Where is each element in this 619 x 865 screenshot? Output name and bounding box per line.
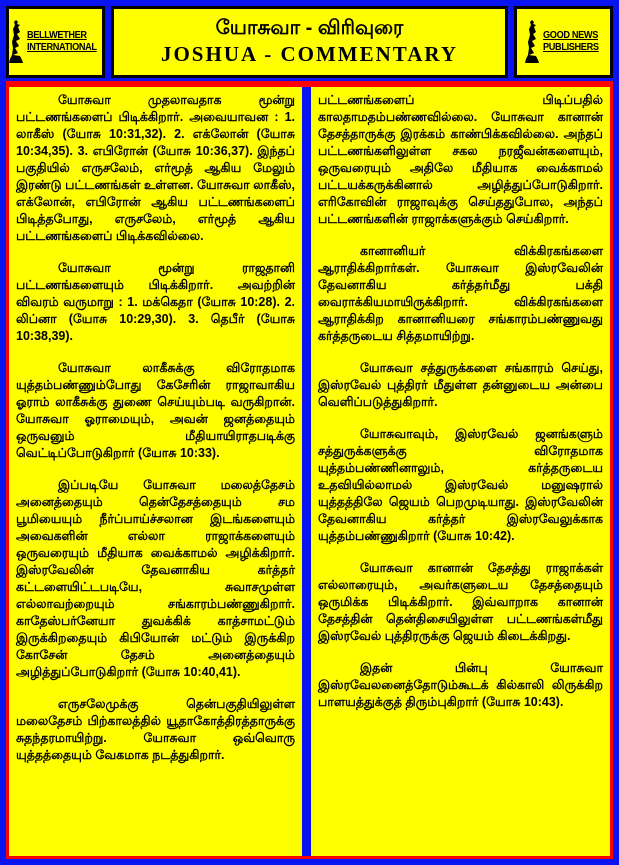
page-title-english: JOSHUA - COMMENTARY: [160, 42, 459, 67]
column-divider: [302, 87, 311, 856]
page-title-tamil: யோசுவா - விரிவுரை: [215, 17, 404, 40]
statue-icon: [524, 20, 540, 64]
paragraph: இப்படியே யோசுவா மலைத்தேசம் அனைத்தையும் தென்தேசத்தையும் சம பூமியையும் நீர்ப்பாய்ச்சலான இடங்களையும் அவைகளின் எல்லா ராஜாக்களையும் ஒருவரையும் மீதியாக வைக்காமல் அழிக்கிறார். இஸ்ரவேலின் தேவனாகிய கர்த்தர் கட்டளையிட்டபடியே, சுவாசமுள்ள எல்லாவற்றையும் சங்காரம்பண்ணுகிறார். காதேஸ்பர்னேயா துவக்கிக் காத்சாமட்டும் இருக்கிறதையும் கிபியோன் மட்டும் இருக்கிற கோசேன் தேசம் அனைத்தையும் அழித்துப்போடுகிறார் (யோசு 10:40,41).: [16, 478, 295, 679]
paragraph: பட்டணங்களைப் பிடிப்பதில் காலதாமதம்பண்ணவில்லை. யோசுவா கானான் தேசத்தாருக்கு இரக்கம் காண்பிக்கவில்லை. அந்தப் பட்டணங்களிலுள்ள சகல நரஜீவன்களையும், ஒருவரையும் அதிலே மீதியாக வைக்காமல் பட்டயக்கருக்கினால் அழித்துப்போடுகிறார். எரிகோவின் ராஜாவுக்கு செய்ததுபோல, அந்தப் பட்டணங்களின் ராஜாக்களுக்கும் செய்கிறார்.: [318, 93, 603, 226]
logo-text: [27, 30, 103, 55]
good-news-publishers-logo: [514, 6, 613, 78]
paragraph: யோசுவாவும், இஸ்ரவேல் ஜனங்களும் சத்துருக்களுக்கு விரோதமாக யுத்தம்பண்ணினாலும், கர்த்தருடைய உதவியில்லாமல் இஸ்ரவேல் மனுஷரால் யுத்தத்திலே ஜெயம் பெறமுடியாது. இஸ்ரவேலின் தேவனாகிய கர்த்தர் இஸ்ரவேலுக்காக யுத்தம்பண்ணுகிறார் (யோசு 10:42).: [318, 427, 603, 543]
paragraph: யோசுவா சத்துருக்களை சங்காரம் செய்து, இஸ்ரவேல் புத்திரர் மீதுள்ள தன்னுடைய அன்பை வெளிப்படுத்துகிறார்.: [318, 361, 603, 409]
logo-text: [543, 30, 603, 55]
logo-line-1: GOOD NEWS: [542, 29, 598, 41]
right-column: [311, 87, 610, 856]
paragraph: கானானியர் விக்கிரகங்களை ஆராதிக்கிறார்கள். யோசுவா இஸ்ரவேலின் தேவனாகிய கர்த்தர்மீது பக்தி வைராக்கியமாயிருக்கிறார். விக்கிரகங்களை ஆராதிக்கிற கானானியரை சங்காரம்பண்ணுவது கர்த்தருடைய சித்தமாயிற்று.: [318, 244, 603, 343]
paragraph: யோசுவா மூன்று ராஜதானி பட்டணங்களையும் பிடிக்கிறார். அவற்றின் விவரம் வருமாறு : 1. மக்கெதா (யோசு 10:28). 2. லிப்னா (யோசு 10:29,30). 3. தெபீர் (யோசு 10:38,39).: [16, 261, 295, 343]
title-box: [111, 6, 508, 78]
bellwether-international-logo: [6, 6, 105, 78]
paragraph: யோசுவா முதலாவதாக மூன்று பட்டணங்களைப் பிடிக்கிறார். அவையாவன : 1. லாகீஸ் (யோசு 10:31,32). 2. எக்லோன் (யோசு 10:34,35). 3. எபிரோன் (யோசு 10:36,37). இந்தப் பகுதியில் எருசலேம், எர்மூத் ஆகிய மேலும் இரண்டு பட்டணங்கள் உள்ளன. யோசுவா லாகீஸ், எக்லோன், எபிரோன் ஆகிய பட்டணங்களைப் பிடித்தபோது, எருசலேம், எர்மூத் ஆகிய பட்டணங்களைப் பிடிக்கவில்லை.: [16, 93, 295, 243]
statue-icon: [8, 20, 24, 64]
paragraph: எருசலேமுக்கு தென்பகுதியிலுள்ள மலைதேசம் பிற்காலத்தில் யூதாகோத்திரத்தாருக்கு சுதந்தரமாயிற்று. யோசுவா ஒவ்வொரு யுத்தத்தையும் வேகமாக நடத்துகிறார்.: [16, 697, 295, 762]
logo-line-1: BELLWETHER: [27, 29, 87, 41]
paragraph: யோசுவா கானான் தேசத்து ராஜாக்கள் எல்லாரையும், அவர்களுடைய தேசத்தையும் ஒருமிக்க பிடிக்கிறார். இவ்வாறாக கானான் தேசத்தின் தென்திசையிலுள்ள பட்டணங்கள்மீது இஸ்ரவேல் புத்திரருக்கு ஜெயம் கிடைக்கிறது.: [318, 561, 603, 643]
commentary-body: [6, 81, 613, 859]
paragraph: இதன் பின்பு யோசுவா இஸ்ரவேலனைத்தோடும்கூடக் கில்காலி லிருக்கிற பாளயத்துக்குத் திரும்புகிறார் (யோசு 10:43).: [318, 661, 603, 709]
left-column: [9, 87, 302, 856]
paragraph: யோசுவா லாகீசுக்கு விரோதமாக யுத்தம்பண்ணும்போது கேசேரின் ராஜாவாகிய ஓராம் லாகீசுக்கு துணை செய்யும்படி வருகிறான். யோசுவா ஓராமையும், அவன் ஜனத்தையும் ஒருவனும் மீதியாயிராதபடிக்கு வெட்டிப்போடுகிறார் (யோசு 10:33).: [16, 361, 295, 460]
logo-line-2: INTERNATIONAL: [27, 42, 97, 53]
header: [6, 6, 613, 78]
logo-line-2: PUBLISHERS: [542, 42, 599, 53]
